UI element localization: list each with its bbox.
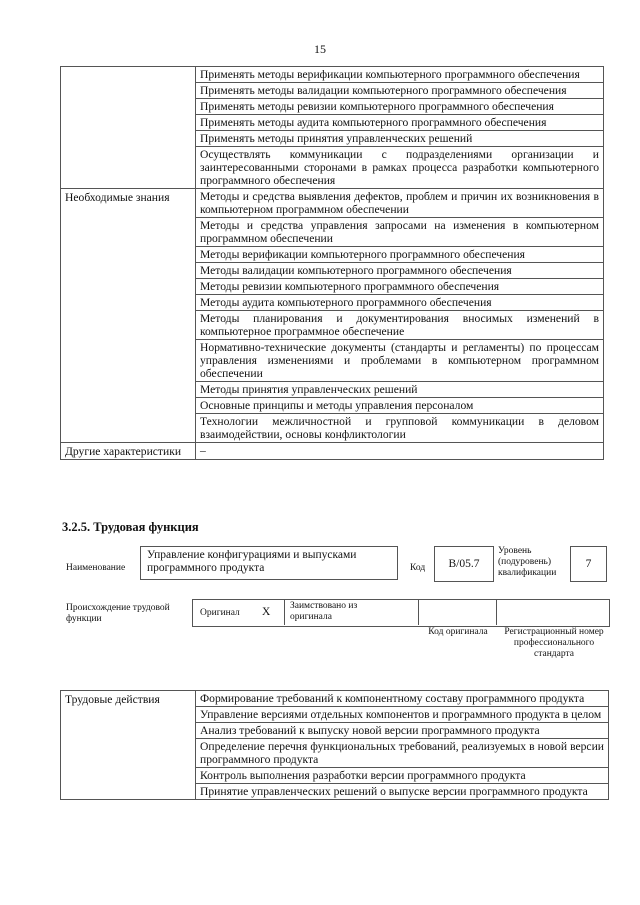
- labor-actions-table: [60, 690, 609, 800]
- name-label: Наименование: [66, 563, 126, 573]
- code-original-caption: Код оригинала: [428, 627, 488, 637]
- code-box: [434, 546, 494, 582]
- list-item: Применять методы ревизии компьютерного программного обеспечения: [196, 99, 604, 115]
- original-label: Оригинал: [200, 608, 240, 618]
- list-item: Методы и средства выявления дефектов, проблем и причин их возникновения в компьютерном программном обеспечении: [196, 189, 604, 218]
- table-row: [61, 189, 604, 218]
- divider: [418, 599, 419, 625]
- row-label-other: Другие характеристики: [61, 443, 196, 460]
- divider: [284, 599, 285, 625]
- list-item: Осуществлять коммуникации с подразделениями организации и заинтересованными сторонами в рамках процесса разработки компьютерного программного обеспечения: [196, 147, 604, 189]
- skills-knowledge-table: [60, 66, 604, 460]
- level-box: [570, 546, 607, 582]
- list-item: Нормативно-технические документы (стандарты и регламенты) по процессам управления изменениями и проблемами в компьютерном программном обеспечении: [196, 340, 604, 382]
- page-number: 15: [314, 42, 326, 56]
- code-label: Код: [410, 563, 426, 573]
- list-item: Принятие управленческих решений о выпуске версии программного продукта: [196, 784, 609, 800]
- section-heading: 3.2.5. Трудовая функция: [62, 520, 199, 534]
- list-item: Контроль выполнения разработки версии программного продукта: [196, 768, 609, 784]
- list-item: Применять методы аудита компьютерного программного обеспечения: [196, 115, 604, 131]
- list-item: Методы принятия управленческих решений: [196, 382, 604, 398]
- list-item: Анализ требований к выпуску новой версии программного продукта: [196, 723, 609, 739]
- list-item: Методы ревизии компьютерного программного обеспечения: [196, 279, 604, 295]
- borrowed-label: Заимствовано из оригинала: [290, 601, 358, 622]
- list-item: Методы планирования и документирования вносимых изменений в компьютерное программное обеспечение: [196, 311, 604, 340]
- list-item: Методы валидации компьютерного программного обеспечения: [196, 263, 604, 279]
- code-value: B/05.7: [448, 557, 480, 570]
- divider: [496, 599, 497, 625]
- origin-box: [192, 599, 610, 627]
- table-row: [61, 691, 609, 707]
- list-item: Формирование требований к компонентному составу программного продукта: [196, 691, 609, 707]
- table-row: [61, 67, 604, 83]
- list-item: Определение перечня функциональных требований, реализуемых в новой версии программного продукта: [196, 739, 609, 768]
- function-name: Управление конфигурациями и выпусками программного продукта: [147, 549, 357, 574]
- function-name-box: [140, 546, 398, 580]
- list-item: Технологии межличностной и групповой коммуникации в деловом взаимодействии, основы конфликтологии: [196, 414, 604, 443]
- row-label-actions: Трудовые действия: [61, 691, 196, 800]
- list-item: Методы и средства управления запросами на изменения в компьютерном программном обеспечении: [196, 218, 604, 247]
- list-item: Методы верификации компьютерного программного обеспечения: [196, 247, 604, 263]
- reg-number-caption: Регистрационный номер профессионального стандарта: [504, 627, 604, 659]
- level-label: Уровень (подуровень) квалификации: [498, 546, 557, 578]
- list-item: Методы аудита компьютерного программного обеспечения: [196, 295, 604, 311]
- list-item: Применять методы верификации компьютерного программного обеспечения: [196, 67, 604, 83]
- level-value: 7: [585, 557, 592, 570]
- table-row: [61, 443, 604, 460]
- list-item: Основные принципы и методы управления персоналом: [196, 398, 604, 414]
- row-label: [61, 67, 196, 189]
- row-label-knowledge: Необходимые знания: [61, 189, 196, 443]
- list-item: Управление версиями отдельных компонентов и программного продукта в целом: [196, 707, 609, 723]
- list-item: Применять методы принятия управленческих решений: [196, 131, 604, 147]
- origin-label: Происхождение трудовой функции: [66, 603, 170, 624]
- list-item: Применять методы валидации компьютерного программного обеспечения: [196, 83, 604, 99]
- original-mark: X: [262, 606, 271, 618]
- list-item: –: [196, 443, 604, 460]
